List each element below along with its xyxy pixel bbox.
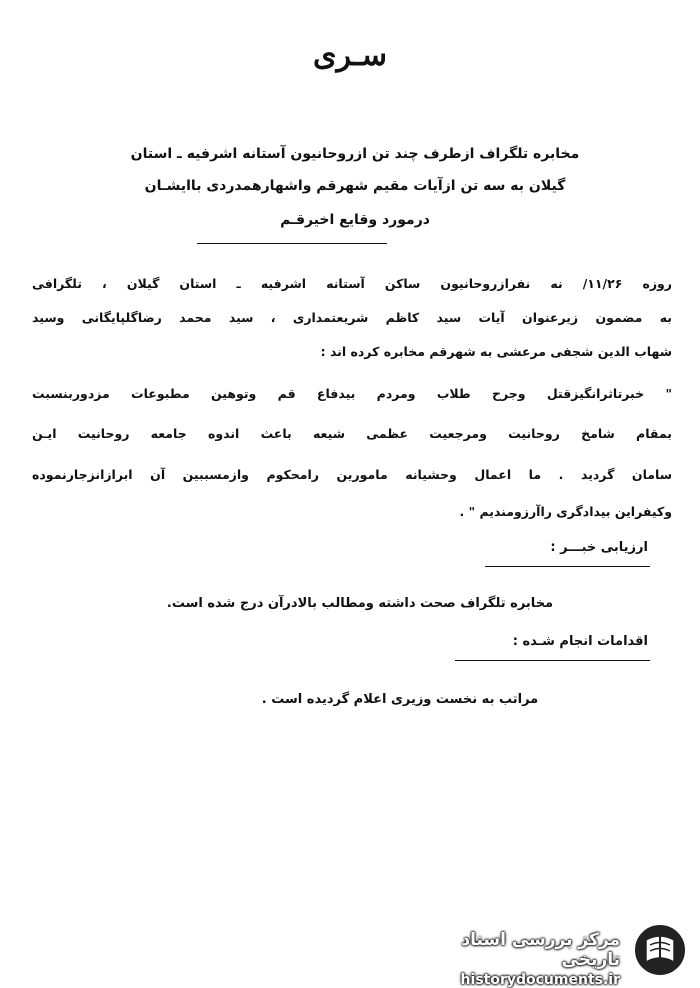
body-line-5: بمقام شامخ روحانیت ومرجعیت عظمی شیعه باعث اندوه جامعه روحانیت ایـن (32, 426, 672, 441)
assessment-underline (485, 566, 650, 567)
classification-heading: سـری (313, 38, 387, 73)
body-line-3: شهاب الدین شجفی مرعشی به شهرقم مخابره کرده اند : (320, 344, 672, 359)
subject-underline (197, 243, 387, 244)
body-line-1: روزه ۱۱/۲۶/ نه نفرازروحانیون ساکن آستانه اشرفیه ـ استان گیلان ، تلگرافی (32, 276, 672, 291)
subject-line-3: درمورد وقایع اخیرقـم (280, 212, 430, 228)
body-line-6: سامان گردید . ما اعمال وحشیانه مامورین رامحکوم وازمسببین آن ابرازانزجارنموده (32, 467, 672, 482)
book-scroll-icon (630, 920, 690, 980)
body-line-7: وکیفراین بیدادگری راآرزومندیم " . (459, 504, 672, 519)
assessment-text: مخابره تلگراف صحت داشته ومطالب بالادرآن درج شده است. (166, 596, 554, 611)
assessment-heading: ارزیابی خبـــر : (550, 540, 648, 555)
subject-line-1: مخابره تلگراف ازطرف چند تن ازروحانیون آستانه اشرفیه ـ استان (130, 146, 580, 162)
archive-watermark (400, 920, 690, 988)
actions-text: مراتب به نخست وزیری اعلام گردیده است . (261, 692, 539, 707)
archive-name: مرکز بررسی اسناد تاریخی (461, 930, 620, 970)
actions-underline (455, 660, 650, 661)
subject-line-2: گیلان به سه تن ازآیات مقیم شهرقم واشهارهمدردی باایشـان (144, 178, 566, 194)
archive-url: historydocuments.ir (460, 972, 620, 988)
body-line-2: به مضمون زیرعنوان آیات سید کاظم شریعتمداری ، سید محمد رضاگلپایگانی وسید (32, 310, 672, 325)
actions-heading: اقدامات انجام شـده : (512, 634, 648, 649)
body-line-4: " خبرتاثرانگیزقتل وجرح طلاب ومردم بیدفاع قم وتوهین مطبوعات مزدوربنسبت (32, 386, 672, 401)
